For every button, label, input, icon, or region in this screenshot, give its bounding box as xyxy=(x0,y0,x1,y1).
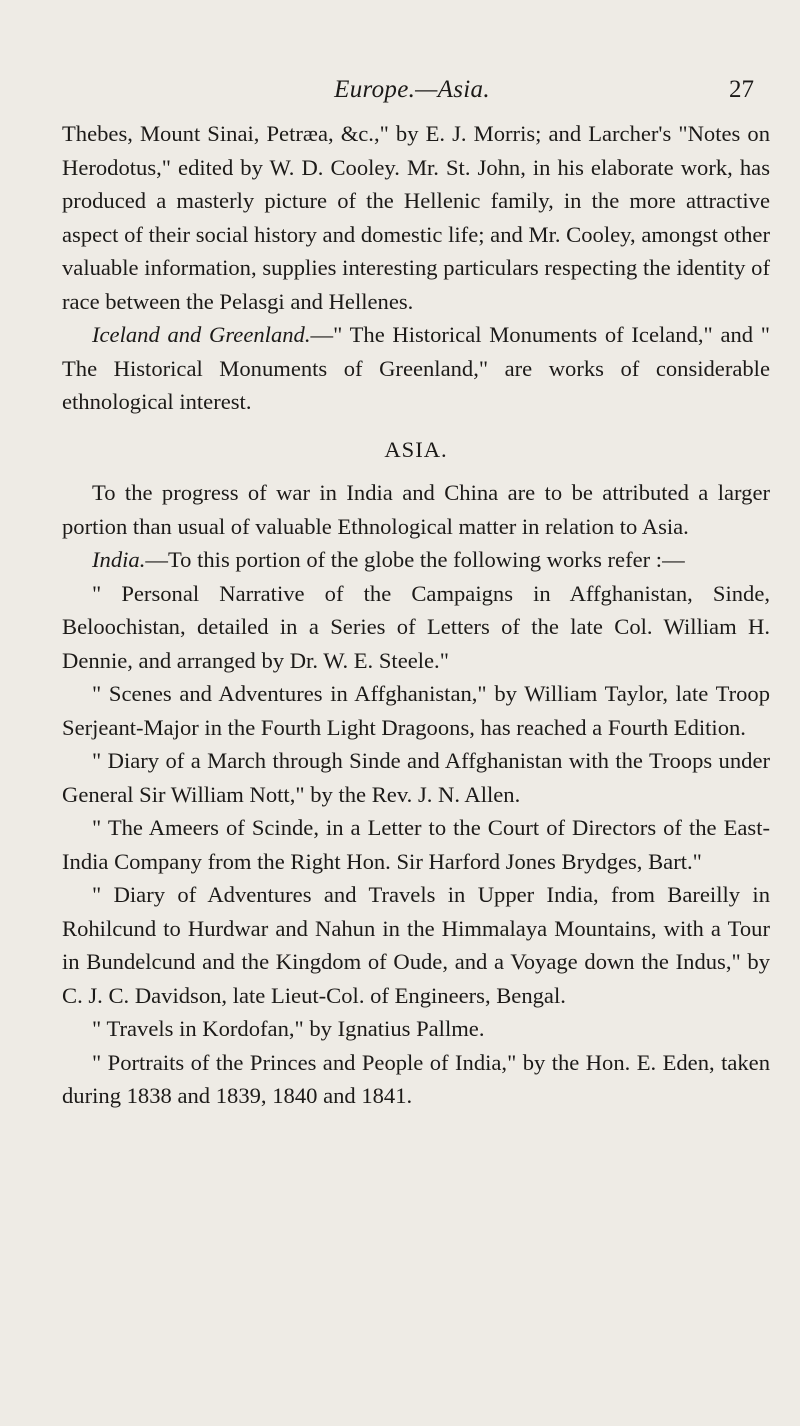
paragraph-text: —To this portion of the globe the following works refer :— xyxy=(145,547,685,572)
paragraph-iceland-greenland xyxy=(62,318,770,419)
page-number: 27 xyxy=(729,76,754,103)
running-head xyxy=(62,72,762,108)
list-item: " The Ameers of Scinde, in a Letter to the Court of Directors of the East-India Company from the Right Hon. Sir Harford Jones Brydges, Bart." xyxy=(62,815,770,874)
list-item: " Travels in Kordofan," by Ignatius Pallme. xyxy=(92,1016,485,1041)
list-item: " Scenes and Adventures in Affghanistan," by William Taylor, late Troop Serjeant-Major in the Fourth Light Dragoons, has reached a Fourth Edition. xyxy=(62,681,770,740)
running-title: Europe.—Asia. xyxy=(334,76,490,103)
section-heading-asia: ASIA. xyxy=(384,436,448,462)
paragraph-asia-intro: To the progress of war in India and China are to be attributed a larger portion than usual of valuable Ethnological matter in relation to Asia. xyxy=(62,480,770,539)
paragraph-continuation: Thebes, Mount Sinai, Petræa, &c.," by E. J. Morris; and Larcher's "Notes on Herodotus," edited by W. D. Cooley. Mr. St. John, in his elaborate work, has produced a masterly picture of the Hellenic family, in the more attractive aspect of their social history and domestic life; and Mr. Cooley, amongst other valuable information, supplies interesting particulars respecting the identity of race between the Pelasgi and Hellenes. xyxy=(62,121,770,314)
paragraph-text: —" The Historical Monuments of Iceland," and " The Historical Monuments of Greenland," are works of considerable ethnological interest. xyxy=(62,322,770,414)
paragraph-india xyxy=(62,543,770,577)
page-body xyxy=(62,117,770,1113)
list-item: " Diary of Adventures and Travels in Upper India, from Bareilly in Rohilcund to Hurdwar and Nahun in the Himmalaya Mountains, with a Tour in Bundelcund and the Kingdom of Oude, and a Voyage down the Indus," by C. J. C. Davidson, late Lieut-Col. of Engineers, Bengal. xyxy=(62,882,770,1008)
section-lead-india: India. xyxy=(92,547,146,572)
list-item: " Portraits of the Princes and People of India," by the Hon. E. Eden, taken during 1838 and 1839, 1840 and 1841. xyxy=(62,1049,770,1108)
section-lead-iceland: Iceland and Greenland. xyxy=(92,322,311,347)
list-item: " Personal Narrative of the Campaigns in Affghanistan, Sinde, Beloochistan, detailed in a Series of Letters of the late Col. William H. Dennie, and arranged by Dr. W. E. Steele." xyxy=(62,580,770,673)
list-item: " Diary of a March through Sinde and Affghanistan with the Troops under General Sir William Nott," by the Rev. J. N. Allen. xyxy=(62,748,770,807)
